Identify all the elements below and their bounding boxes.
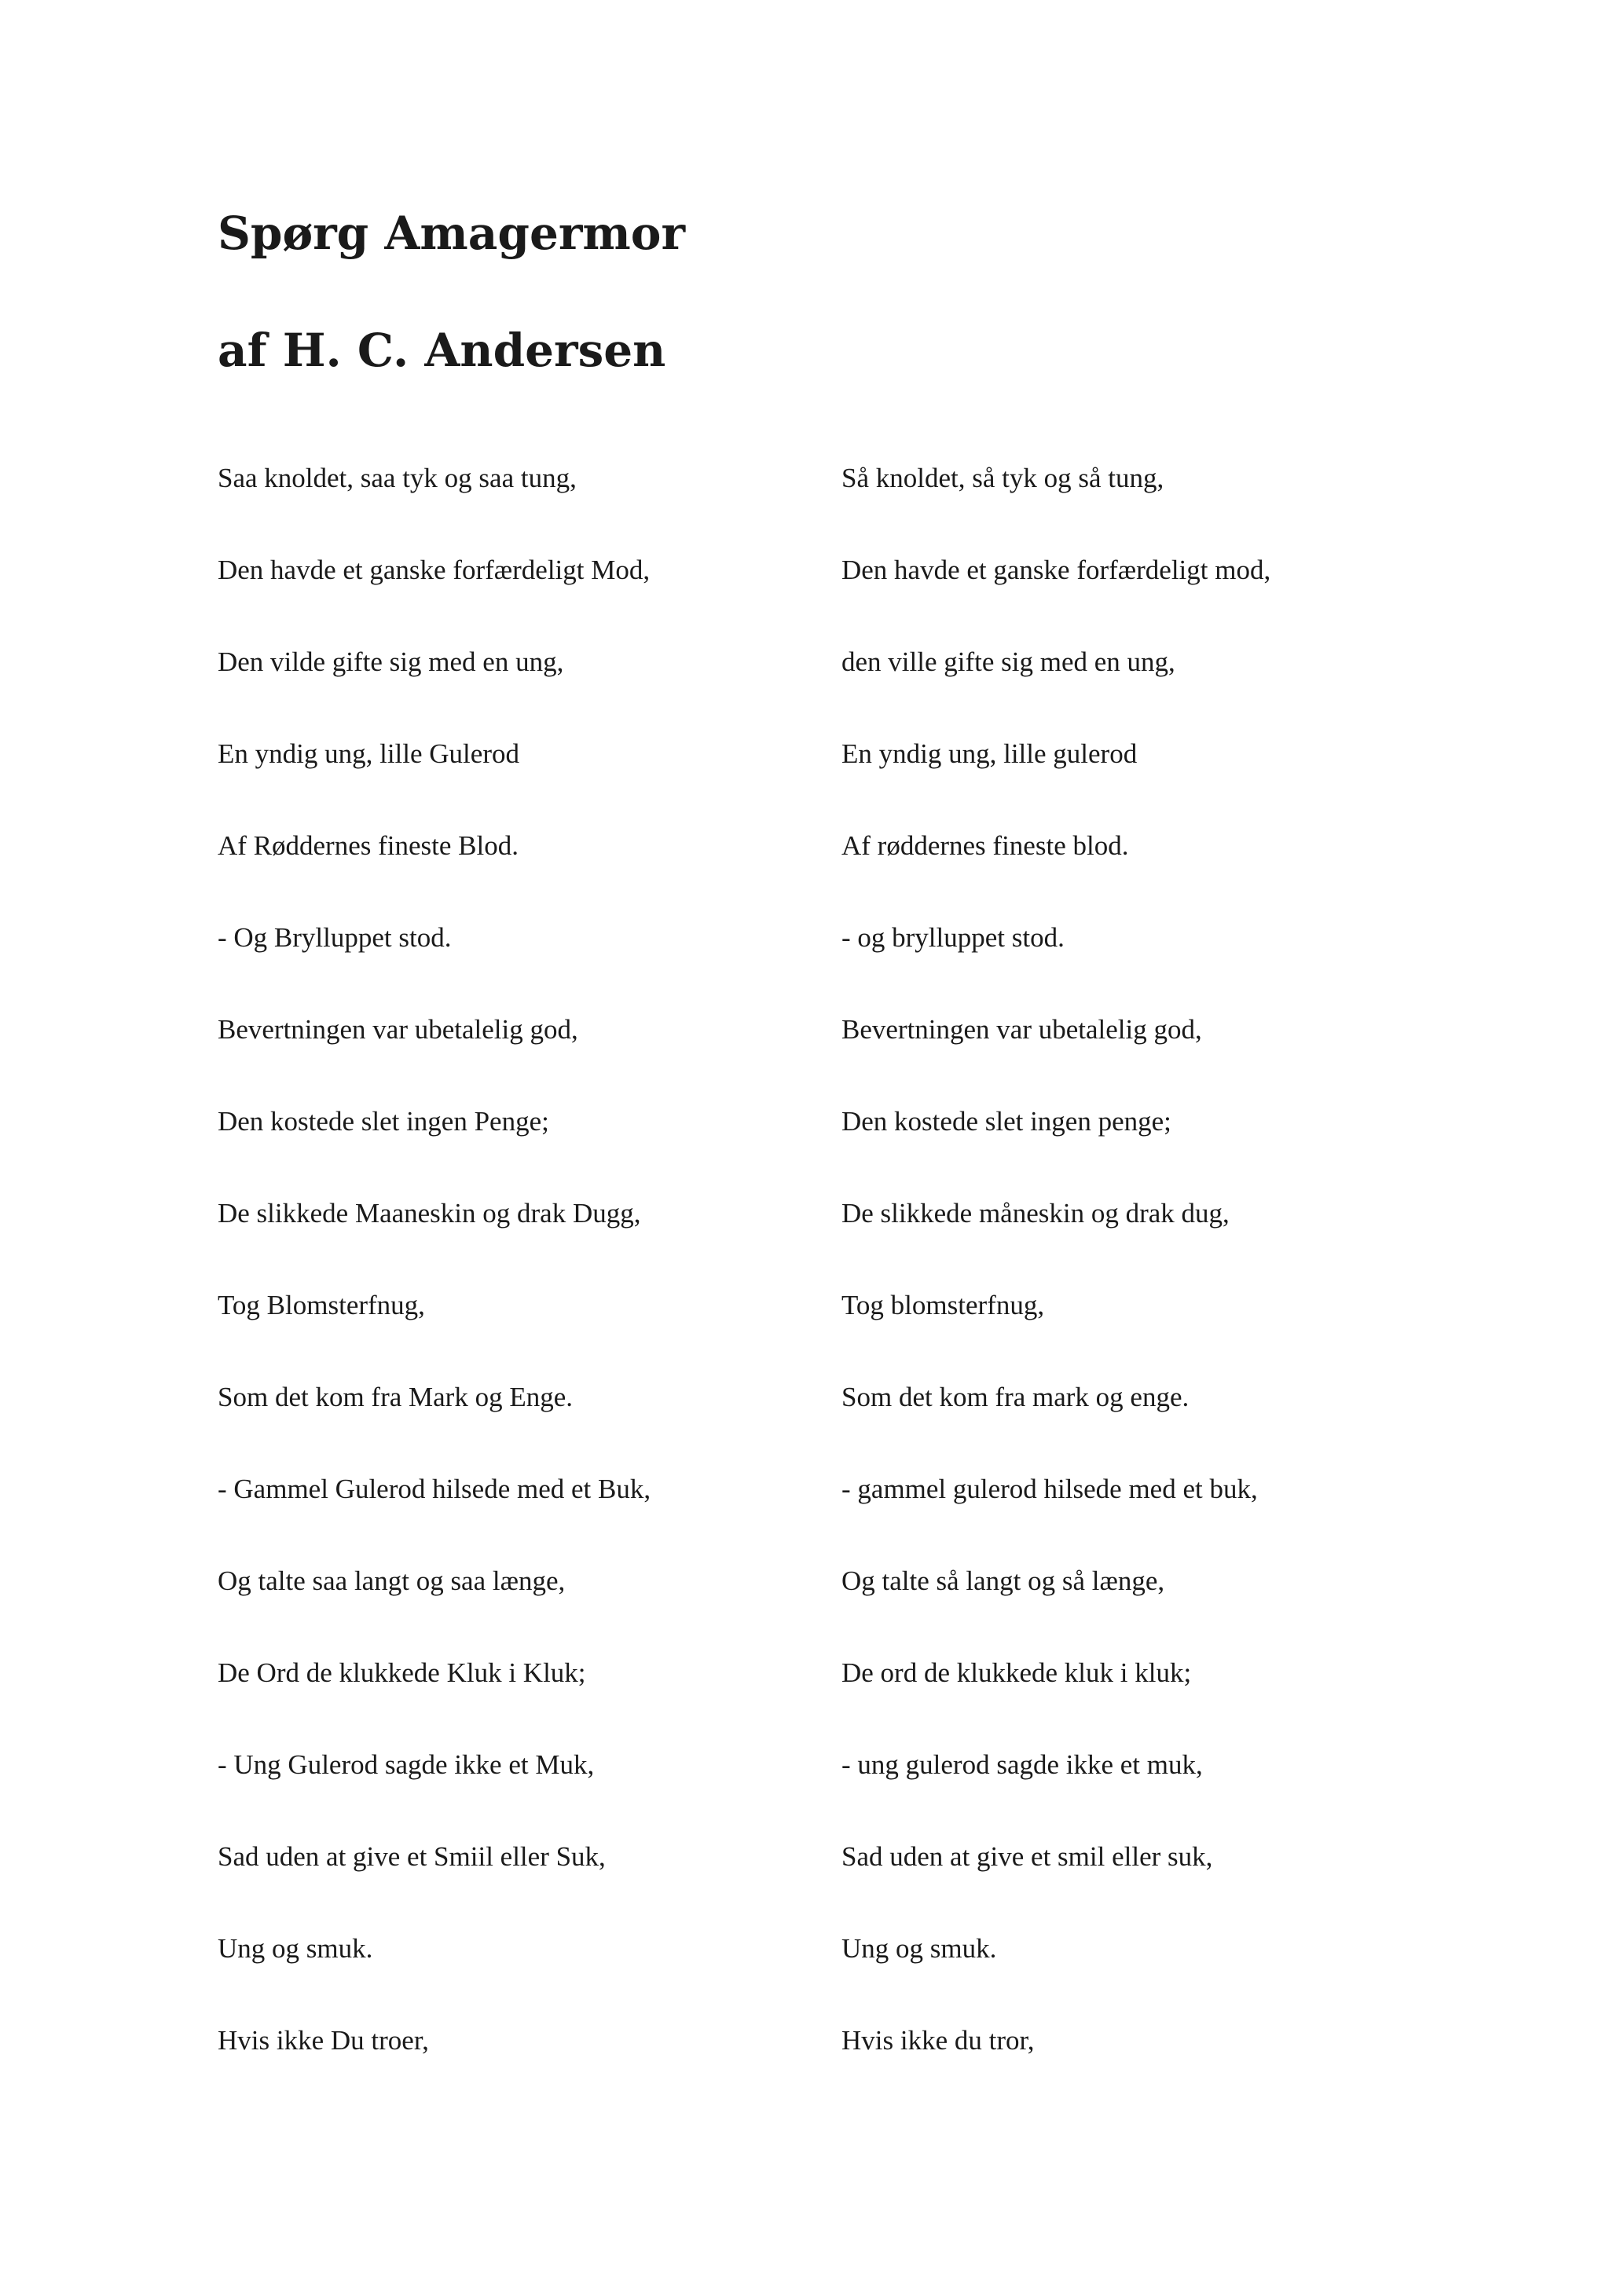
original-verse-line: - Og Brylluppet stod. [218,922,452,953]
modern-verse-line: - gammel gulerod hilsede med et buk, [841,1474,1258,1504]
modern-verse-line: Ung og smuk. [841,1933,997,1964]
original-verse-line: De slikkede Maaneskin og drak Dugg, [218,1198,641,1229]
modern-verse-line: En yndig ung, lille gulerod [841,738,1138,769]
modern-verse-line: Af røddernes fineste blod. [841,830,1129,861]
original-verse-line: Som det kom fra Mark og Enge. [218,1382,573,1412]
modern-text-column [841,459,1454,2113]
original-verse-line: Den kostede slet ingen Penge; [218,1106,549,1137]
author-line: af H. C. Andersen [218,324,666,377]
modern-verse-line: De ord de klukkede kluk i kluk; [841,1657,1192,1688]
modern-verse-line: Sad uden at give et smil eller suk, [841,1841,1213,1872]
original-verse-line: Af Røddernes fineste Blod. [218,830,519,861]
original-text-column [218,459,830,2113]
original-verse-line: Hvis ikke Du troer, [218,2025,429,2056]
original-verse-line: Saa knoldet, saa tyk og saa tung, [218,463,577,493]
original-verse-line: Bevertningen var ubetalelig god, [218,1014,578,1045]
original-verse-line: Den havde et ganske forfærdeligt Mod, [218,555,651,585]
modern-verse-line: Tog blomsterfnug, [841,1290,1045,1320]
modern-verse-line: Den kostede slet ingen penge; [841,1106,1171,1137]
poem-title: Spørg Amagermor [218,207,686,260]
modern-verse-line: Som det kom fra mark og enge. [841,1382,1190,1412]
modern-verse-line: - og brylluppet stod. [841,922,1065,953]
original-verse-line: Og talte saa langt og saa længe, [218,1565,566,1596]
modern-verse-line: den ville gifte sig med en ung, [841,646,1175,677]
original-verse-line: Den vilde gifte sig med en ung, [218,646,564,677]
original-verse-line: En yndig ung, lille Gulerod [218,738,519,769]
modern-verse-line: - ung gulerod sagde ikke et muk, [841,1749,1203,1780]
modern-verse-line: Hvis ikke du tror, [841,2025,1035,2056]
original-verse-line: - Ung Gulerod sagde ikke et Muk, [218,1749,595,1780]
original-verse-line: - Gammel Gulerod hilsede med et Buk, [218,1474,651,1504]
original-verse-line: Tog Blomsterfnug, [218,1290,425,1320]
original-verse-line: Ung og smuk. [218,1933,373,1964]
modern-verse-line: De slikkede måneskin og drak dug, [841,1198,1230,1229]
modern-verse-line: Bevertningen var ubetalelig god, [841,1014,1202,1045]
modern-verse-line: Og talte så langt og så længe, [841,1565,1165,1596]
modern-verse-line: Den havde et ganske forfærdeligt mod, [841,555,1271,585]
modern-verse-line: Så knoldet, så tyk og så tung, [841,463,1164,493]
original-verse-line: Sad uden at give et Smiil eller Suk, [218,1841,606,1872]
original-verse-line: De Ord de klukkede Kluk i Kluk; [218,1657,586,1688]
